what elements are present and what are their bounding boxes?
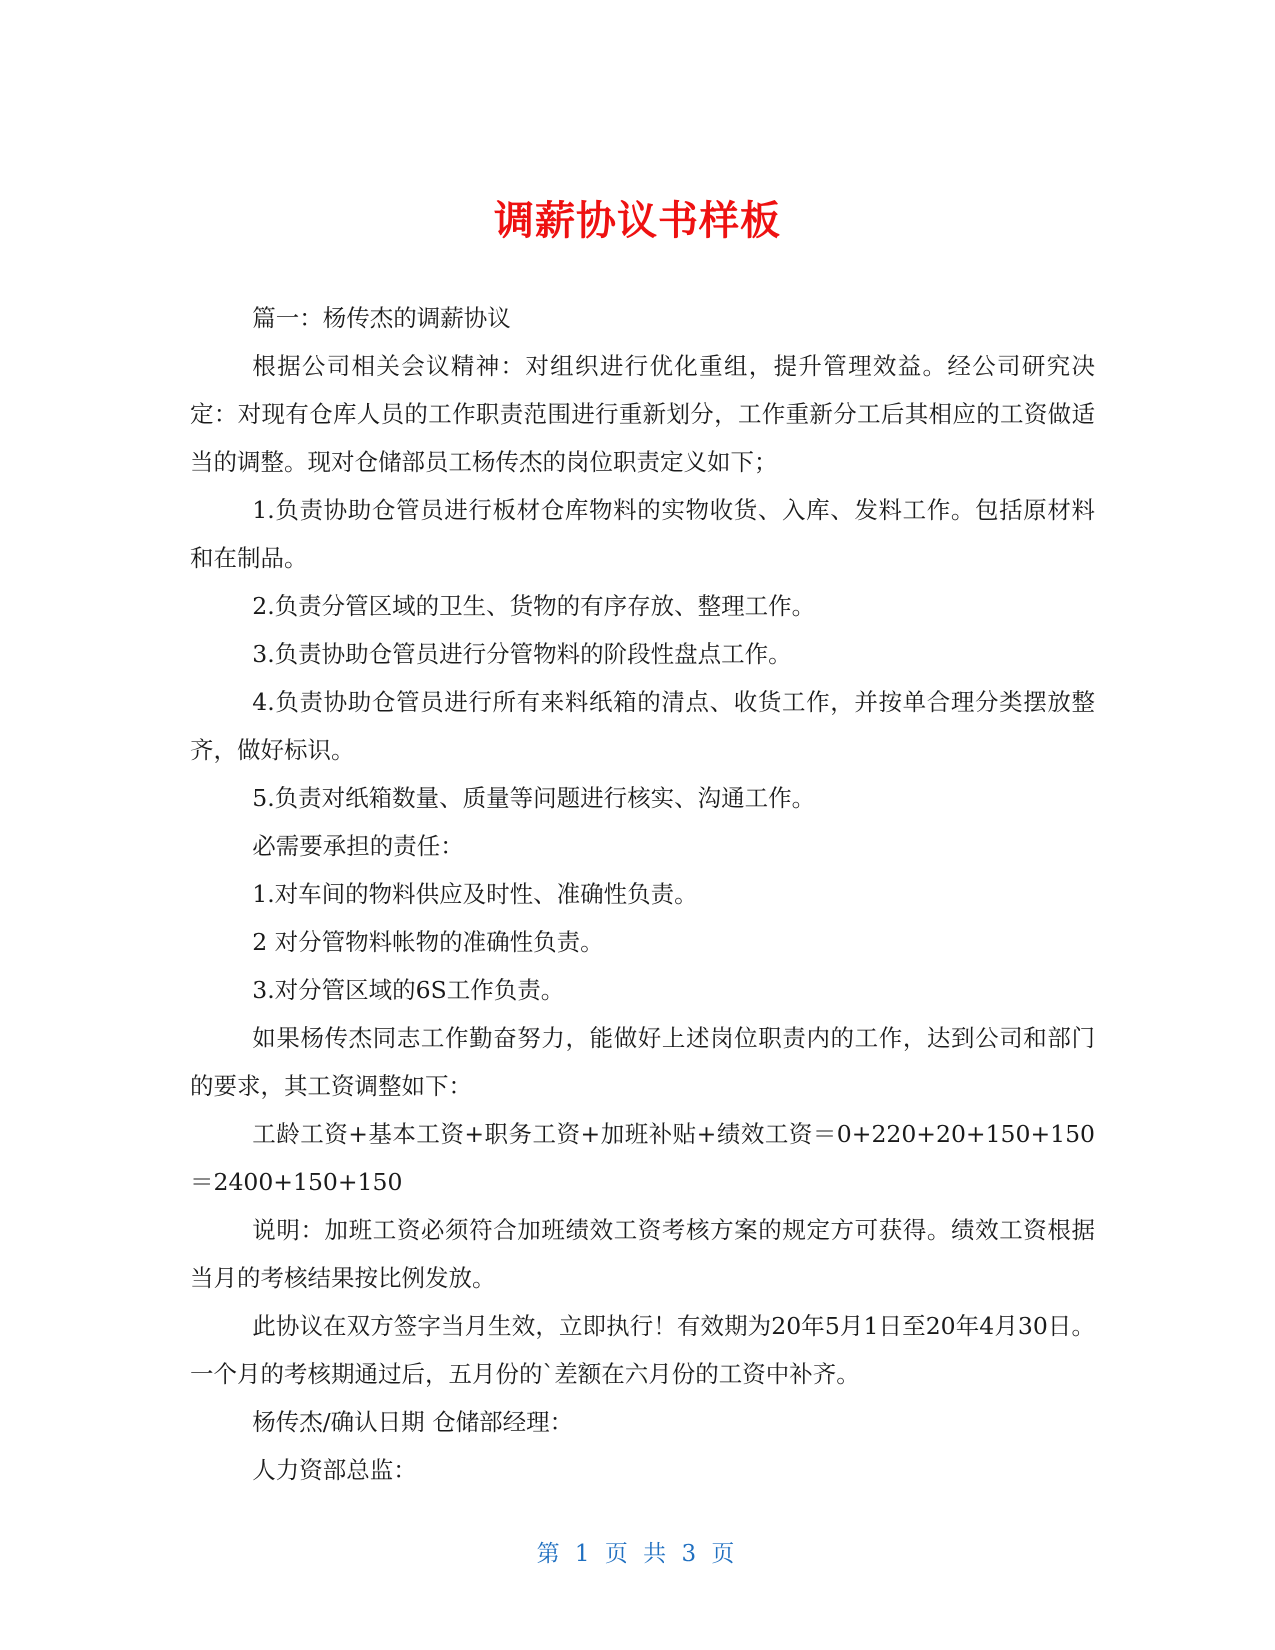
responsibility-heading: 必需要承担的责任：: [252, 832, 464, 860]
responsibility-item-2: 2 对分管物料帐物的准确性负责。: [252, 928, 604, 956]
duty-item-2: 2.负责分管区域的卫生、货物的有序存放、整理工作。: [252, 592, 816, 620]
section-heading: 篇一：杨传杰的调薪协议: [252, 304, 511, 332]
responsibility-item-3: 3.对分管区域的6S工作负责。: [252, 976, 565, 1004]
responsibility-item-1: 1.对车间的物料供应及时性、准确性负责。: [252, 880, 698, 908]
duty-item-5: 5.负责对纸箱数量、质量等问题进行核实、沟通工作。: [252, 784, 816, 812]
signature-line-1: 杨传杰/确认日期 仓储部经理：: [252, 1408, 574, 1436]
note-paragraph: 说明：加班工资必须符合加班绩效工资考核方案的规定方可获得。绩效工资根据当月的考核结果按比例发放。: [190, 1216, 1095, 1292]
validity-paragraph: 此协议在双方签字当月生效，立即执行！有效期为20年5月1日至20年4月30日。一个月的考核期通过后，五月份的`差额在六月份的工资中补齐。: [190, 1312, 1095, 1388]
duty-item-3: 3.负责协助仓管员进行分管物料的阶段性盘点工作。: [252, 640, 792, 668]
intro-paragraph: 根据公司相关会议精神：对组织进行优化重组，提升管理效益。经公司研究决定：对现有仓库人员的工作职责范围进行重新划分，工作重新分工后其相应的工资做适当的调整。现对仓储部员工杨传杰的岗位职责定义如下；: [190, 352, 1095, 476]
document-body: [190, 294, 1095, 1494]
page-indicator: 第 1 页 共 3 页: [536, 1541, 739, 1567]
page-title: 调薪协议书样板: [494, 197, 781, 244]
signature-line-2: 人力资部总监：: [252, 1456, 417, 1484]
salary-formula: 工龄工资+基本工资+职务工资+加班补贴+绩效工资＝0+220+20+150+150＝2400+150+150: [190, 1120, 1095, 1196]
condition-paragraph: 如果杨传杰同志工作勤奋努力，能做好上述岗位职责内的工作，达到公司和部门的要求，其工资调整如下：: [190, 1024, 1095, 1100]
duty-item-4: 4.负责协助仓管员进行所有来料纸箱的清点、收货工作，并按单合理分类摆放整齐，做好标识。: [190, 688, 1095, 764]
duty-item-1: 1.负责协助仓管员进行板材仓库物料的实物收货、入库、发料工作。包括原材料和在制品。: [190, 496, 1095, 572]
